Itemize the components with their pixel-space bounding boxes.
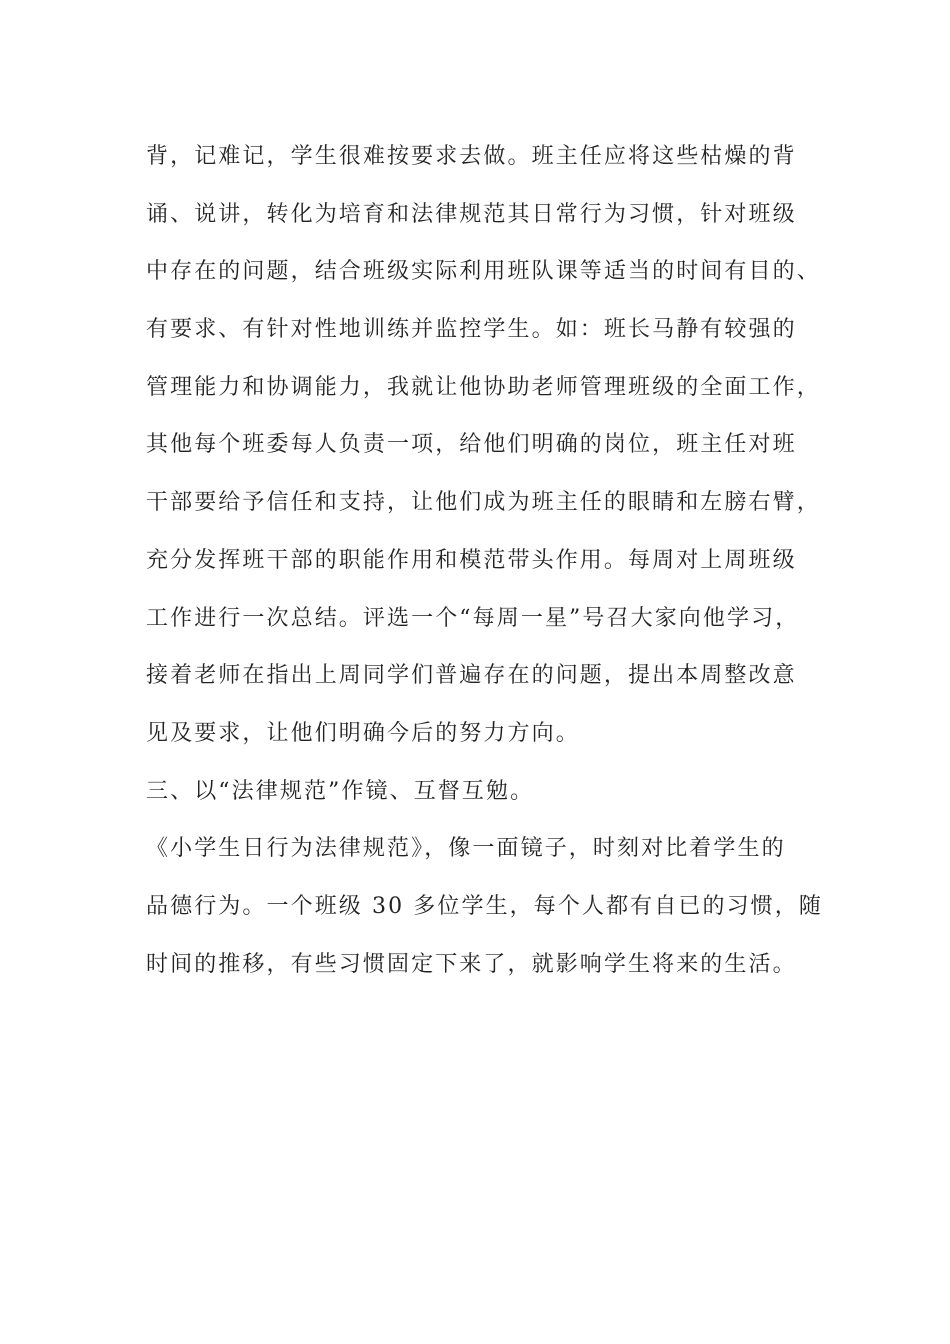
- text-line: 管理能力和协调能力，我就让他协助老师管理班级的全面工作，: [146, 374, 821, 400]
- section-heading: 三、以“法律规范”作镜、互督互勉。: [146, 778, 535, 804]
- text-line: 《小学生日行为法律规范》，像一面镜子，时刻对比着学生的: [146, 836, 786, 862]
- text-line: 干部要给予信任和支持，让他们成为班主任的眼睛和左膀右臂，: [146, 490, 821, 516]
- text-line: 时间的推移，有些习惯固定下来了，就影响学生将来的生活。: [146, 951, 797, 977]
- text-line: 充分发挥班干部的职能作用和模范带头作用。每周对上周班级: [146, 547, 797, 573]
- body-text: [146, 128, 836, 993]
- text-line: 接着老师在指出上周同学们普遍存在的问题，提出本周整改意: [146, 663, 797, 689]
- text-line: 见及要求，让他们明确今后的努力方向。: [146, 720, 580, 746]
- text-line: 其他每个班委每人负责一项，给他们明确的岗位，班主任对班: [146, 432, 797, 458]
- text-line: 诵、说讲，转化为培育和法律规范其日常行为习惯，针对班级: [146, 201, 797, 227]
- text-line: 有要求、有针对性地训练并监控学生。如：班长马静有较强的: [146, 317, 797, 343]
- text-line: 品德行为。一个班级 30 多位学生，每个人都有自已的习惯，随: [146, 893, 823, 919]
- text-line: 背，记难记，学生很难按要求去做。班主任应将这些枯燥的背: [146, 144, 797, 169]
- text-line: 工作进行一次总结。评选一个“每周一星”号召大家向他学习，: [146, 605, 800, 631]
- text-line: 中存在的问题，结合班级实际利用班队课等适当的时间有目的、: [146, 259, 821, 285]
